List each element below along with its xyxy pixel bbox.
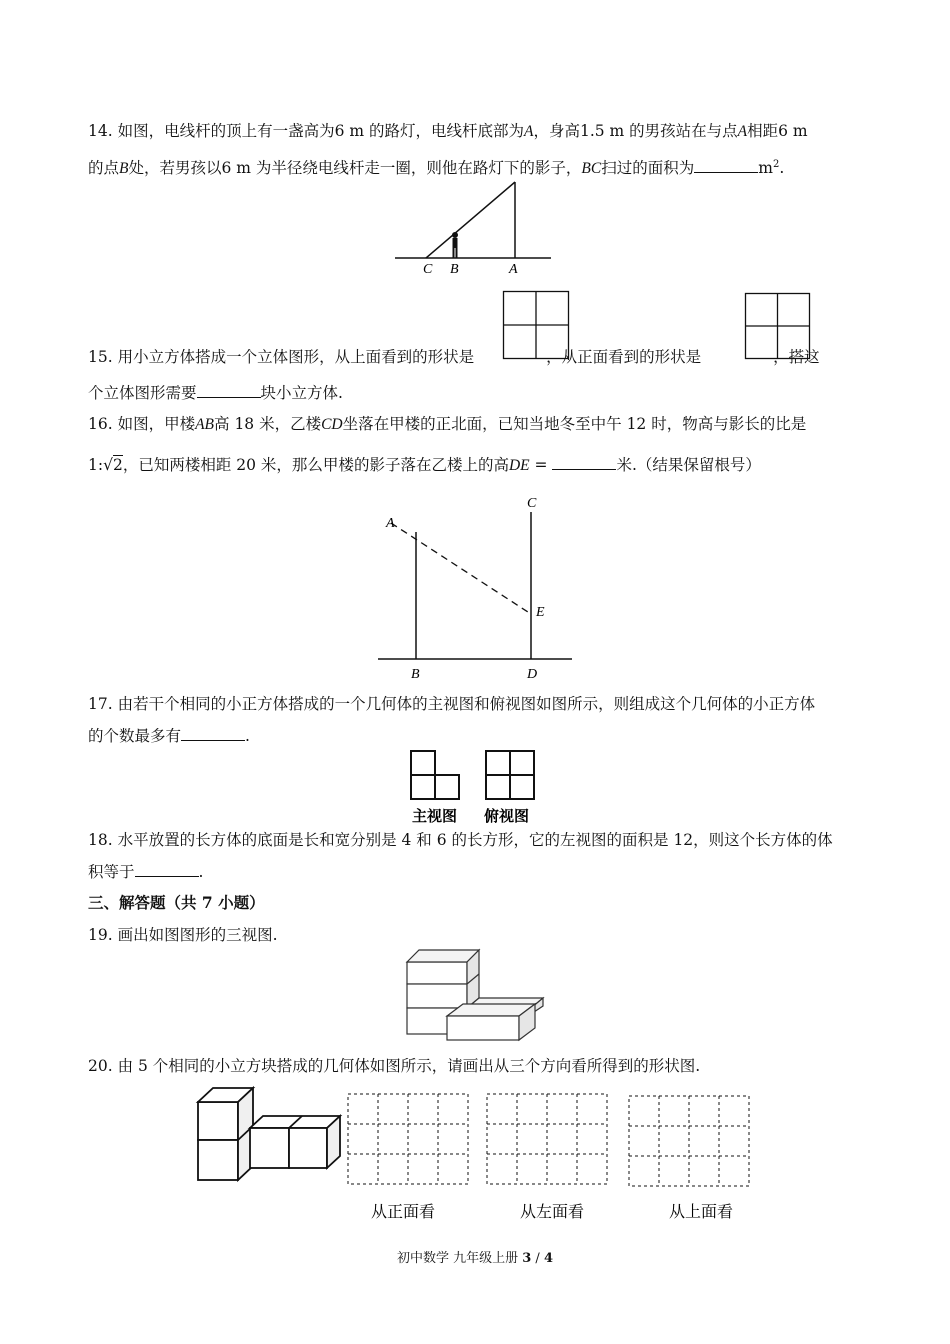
caption-main-view: 主视图 [412, 807, 458, 825]
answer-blank[interactable] [552, 455, 616, 470]
top-view-grid [629, 1096, 749, 1186]
caption-front: 从正面看 [371, 1202, 436, 1221]
q20-figure [195, 1082, 755, 1222]
label-c: C [423, 262, 433, 277]
q16-line2: 1:√2，已知两楼相距 20 米，那么甲楼的影子落在乙楼上的高DE = 米.（结果保留根号） [88, 456, 761, 474]
q16-figure [376, 492, 576, 682]
q18-line2: 积等于 . [88, 863, 204, 881]
q19-text: 19. 画出如图图形的三视图. [88, 926, 278, 944]
answer-blank[interactable] [694, 158, 758, 173]
label-e: E [536, 605, 545, 620]
q14-line2: 的点B处，若男孩以6 m 为半径绕电线杆走一圈，则他在路灯下的影子，BC扫过的面积为 $m^2$. [88, 159, 785, 178]
label-d: D [527, 667, 538, 682]
shadow-line [391, 523, 531, 614]
label-b: B [411, 667, 420, 682]
answer-blank[interactable] [181, 726, 245, 741]
sqrt-icon: √ [103, 456, 113, 474]
q15-line1: 15. 用小立方体搭成一个立体图形，从上面看到的形状是 ，从正面看到的形状是 ，搭这 [88, 348, 820, 366]
q17-figure [408, 748, 548, 828]
caption-top: 从上面看 [669, 1202, 734, 1221]
q15-top-view [503, 291, 569, 361]
label-a: A [386, 516, 395, 531]
label-c: C [527, 496, 537, 511]
front-view-grid [348, 1094, 468, 1184]
answer-blank[interactable] [197, 383, 261, 398]
q16-line1: 16. 如图，甲楼AB高 18 米，乙楼CD坐落在甲楼的正北面，已知当地冬至中午 12 时，物高与影长的比是 [88, 415, 807, 433]
q17-line1: 17. 由若干个相同的小正方体搭成的一个几何体的主视图和俯视图如图所示，则组成这个几何体的小正方体 [88, 695, 816, 713]
left-view-grid [487, 1094, 607, 1184]
point-a-label: A [524, 123, 534, 140]
q19-figure [403, 946, 553, 1046]
main-view [411, 751, 459, 799]
top-view [486, 751, 534, 799]
q20-text: 20. 由 5 个相同的小立方块搭成的几何体如图所示，请画出从三个方向看所得到的形状图. [88, 1057, 701, 1075]
page-number: 3 [522, 1251, 532, 1266]
caption-top-view: 俯视图 [484, 807, 530, 825]
page-footer: 初中数学 九年级上册 3 / 4 [396, 1251, 553, 1266]
label-b: B [450, 262, 459, 277]
caption-left: 从左面看 [520, 1202, 585, 1221]
page-total: 4 [543, 1251, 553, 1266]
light-ray-line [426, 182, 515, 258]
section-heading: 三、解答题（共 7 小题） [88, 893, 265, 912]
q18-line1: 18. 水平放置的长方体的底面是长和宽分别是 4 和 6 的长方形，它的左视图的面积是 12，则这个长方体的体 [88, 831, 833, 849]
q17-line2: 的个数最多有 . [88, 727, 250, 745]
boy-icon [452, 232, 458, 258]
answer-blank[interactable] [135, 862, 199, 877]
label-a: A [509, 262, 518, 277]
q15-line2: 个立体图形需要 块小立方体. [88, 384, 343, 402]
q15-front-view [745, 293, 811, 363]
q14-figure [393, 180, 553, 280]
q14-line1: 14. 如图，电线杆的顶上有一盏高为6 m 的路灯，电线杆底部为A，身高1.5 m 的男孩站在与点A相距6 m [88, 122, 808, 140]
